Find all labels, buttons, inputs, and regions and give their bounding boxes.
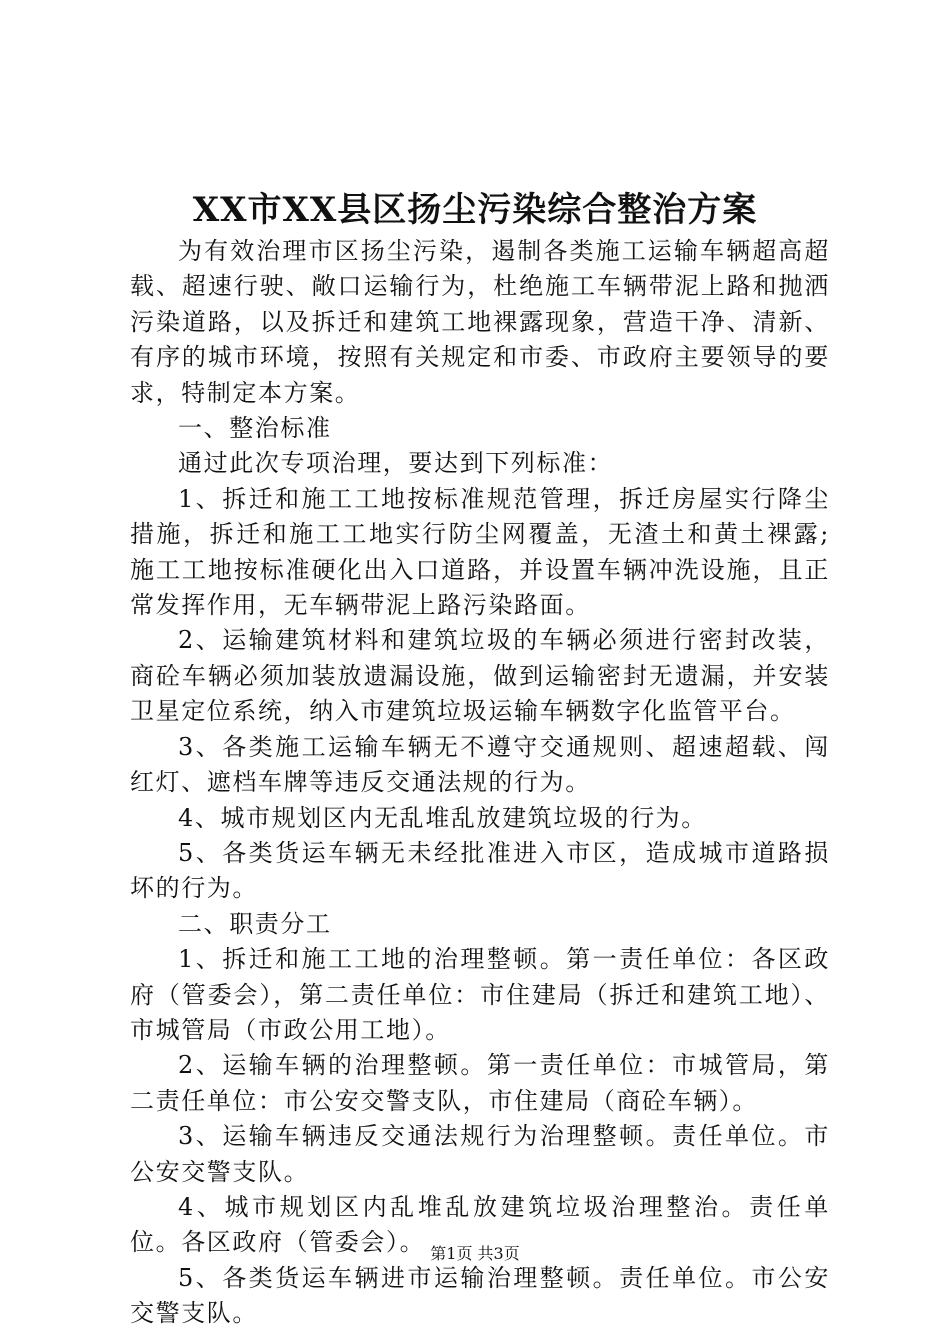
page-number-footer: 第1页 共3页	[430, 1244, 520, 1263]
duty-item-1: 1、拆迁和施工工地的治理整顿。第一责任单位：各区政府（管委会），第二责任单位：市住建局（拆迁和建筑工地）、市城管局（市政公用工地）。	[130, 945, 830, 1044]
standard-item-4: 4、城市规划区内无乱堆乱放建筑垃圾的行为。	[178, 803, 707, 832]
duty-item-5: 5、各类货运车辆进市运输治理整顿。责任单位。市公安交警支队。	[130, 1263, 830, 1328]
section-heading-duties: 二、职责分工	[178, 909, 332, 938]
duty-item-2: 2、运输车辆的治理整顿。第一责任单位：市城管局，第二责任单位：市公安交警支队，市住建局（商砼车辆）。	[130, 1051, 830, 1115]
standard-item-5: 5、各类货运车辆无未经批准进入市区，造成城市道路损坏的行为。	[130, 838, 830, 903]
document-body	[130, 234, 830, 1332]
document-title: XX市XX县区扬尘污染综合整治方案	[192, 190, 758, 230]
standard-item-2: 2、运输建筑材料和建筑垃圾的车辆必须进行密封改装，商砼车辆必须加装放遗漏设施，做到运输密封无遗漏，并安装卫星定位系统，纳入市建筑垃圾运输车辆数字化监管平台。	[130, 626, 830, 726]
duty-item-3: 3、运输车辆违反交通法规行为治理整顿。责任单位。市公安交警支队。	[130, 1122, 830, 1186]
section-heading-standards: 一、整治标准	[178, 414, 332, 443]
standard-item-1: 1、拆迁和施工工地按标准规范管理，拆迁房屋实行降尘措施，拆迁和施工工地实行防尘网覆盖，无渣土和黄土裸露;施工工地按标准硬化出入口道路，并设置车辆冲洗设施，且正常发挥作用，无车辆带泥上路污染路面。	[130, 484, 830, 620]
standards-intro: 通过此次专项治理，要达到下列标准：	[178, 449, 614, 478]
standard-item-3: 3、各类施工运输车辆无不遵守交通规则、超速超载、闯红灯、遮档车牌等违反交通法规的行为。	[130, 732, 830, 797]
intro-paragraph: 为有效治理市区扬尘污染，遏制各类施工运输车辆超高超载、超速行驶、敞口运输行为，杜绝施工车辆带泥上路和抛洒污染道路，以及拆迁和建筑工地裸露现象，营造干净、清新、有序的城市环境，按照有关规定和市委、市政府主要领导的要求，特制定本方案。	[130, 237, 830, 407]
duty-item-4: 4、城市规划区内乱堆乱放建筑垃圾治理整治。责任单位。各区政府（管委会）。	[130, 1192, 830, 1257]
